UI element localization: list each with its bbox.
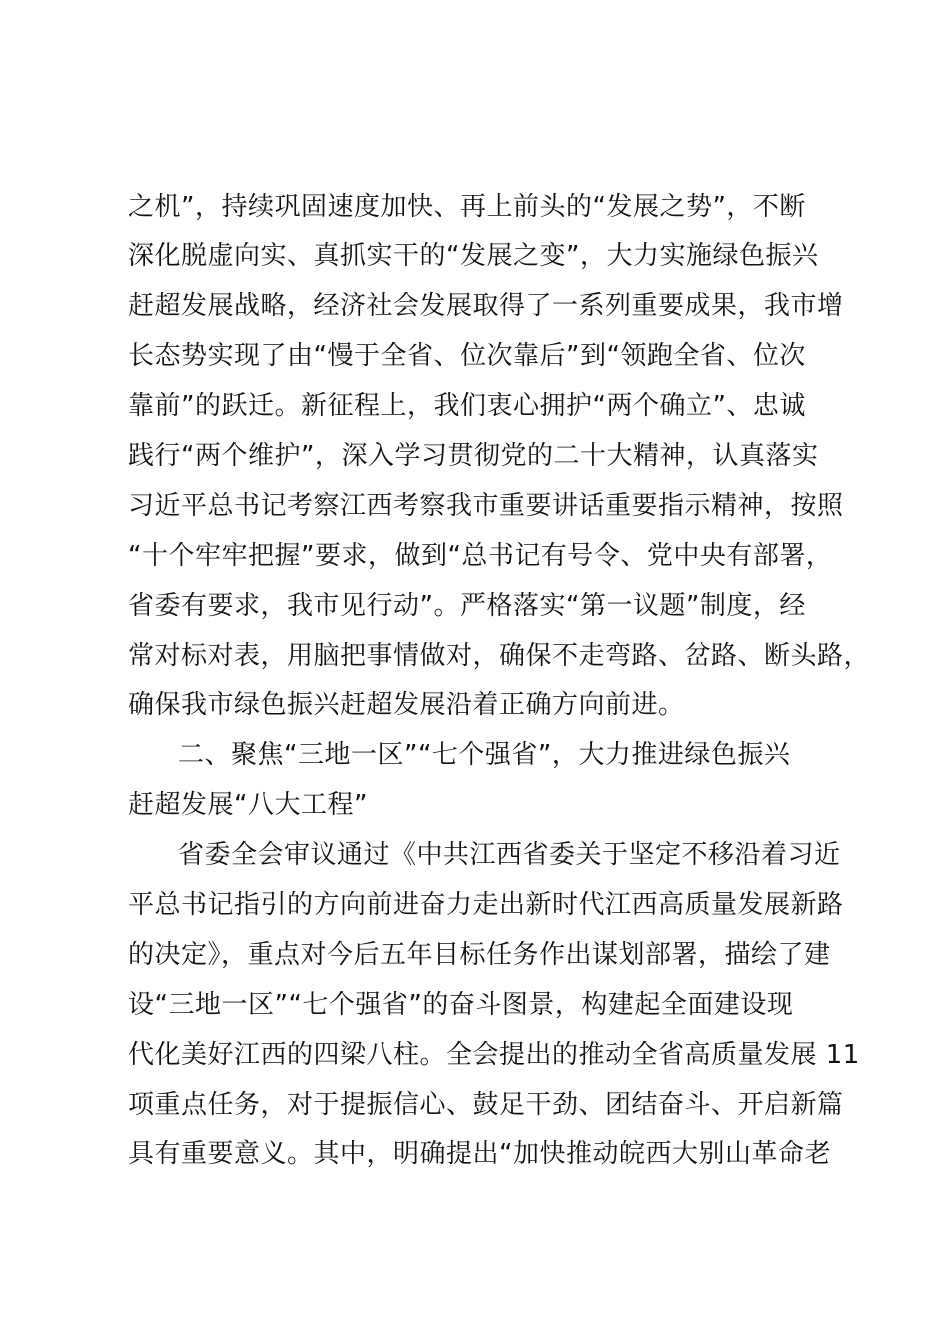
text-line: 之机”，持续巩固速度加快、再上前头的“发展之势”，不断 [128, 192, 806, 222]
section-heading: 赶超发展“八大工程” [128, 790, 368, 820]
text-line: 平总书记指引的方向前进奋力走出新时代江西高质量发展新路 [128, 890, 844, 920]
text-line: 省委有要求，我市见行动”。严格落实“第一议题”制度，经 [128, 591, 806, 621]
text-line: 项重点任务，对于提振信心、鼓足干劲、团结奋斗、开启新篇 [128, 1090, 844, 1120]
text-line: 设“三地一区”“七个强省”的奋斗图景，构建起全面建设现 [128, 990, 794, 1020]
text-line: 深化脱虚向实、真抓实干的“发展之变”，大力实施绿色振兴 [128, 241, 819, 271]
text-line: 省委全会审议通过《中共江西省委关于坚定不移沿着习近 [178, 840, 841, 870]
text-line: 赶超发展战略，经济社会发展取得了一系列重要成果，我市增 [128, 291, 844, 321]
text-line: 习近平总书记考察江西考察我市重要讲话重要指示精神，按照 [128, 491, 844, 521]
text-line: 长态势实现了由“慢于全省、位次靠后”到“领跑全省、位次 [128, 341, 806, 371]
text-line: 常对标对表，用脑把事情做对，确保不走弯路、岔路、断头路， [128, 641, 871, 671]
text-line: 的决定》，重点对今后五年目标任务作出谋划部署，描绘了建 [128, 940, 831, 970]
section-heading: 二、聚焦“三地一区”“七个强省”，大力推进绿色振兴 [178, 740, 791, 770]
text-line: 靠前”的跃迁。新征程上，我们衷心拥护“两个确立”、忠诚 [128, 391, 806, 421]
text-line: 代化美好江西的四梁八柱。全会提出的推动全省高质量发展 11 [128, 1040, 860, 1070]
text-line: “十个牢牢把握”要求，做到“总书记有号令、党中央有部署， [128, 541, 833, 571]
text-line: 确保我市绿色振兴赶超发展沿着正确方向前进。 [128, 690, 685, 720]
text-line: 具有重要意义。其中，明确提出“加快推动皖西大别山革命老 [128, 1139, 831, 1169]
text-line: 践行“两个维护”，深入学习贯彻党的二十大精神，认真落实 [128, 441, 819, 471]
